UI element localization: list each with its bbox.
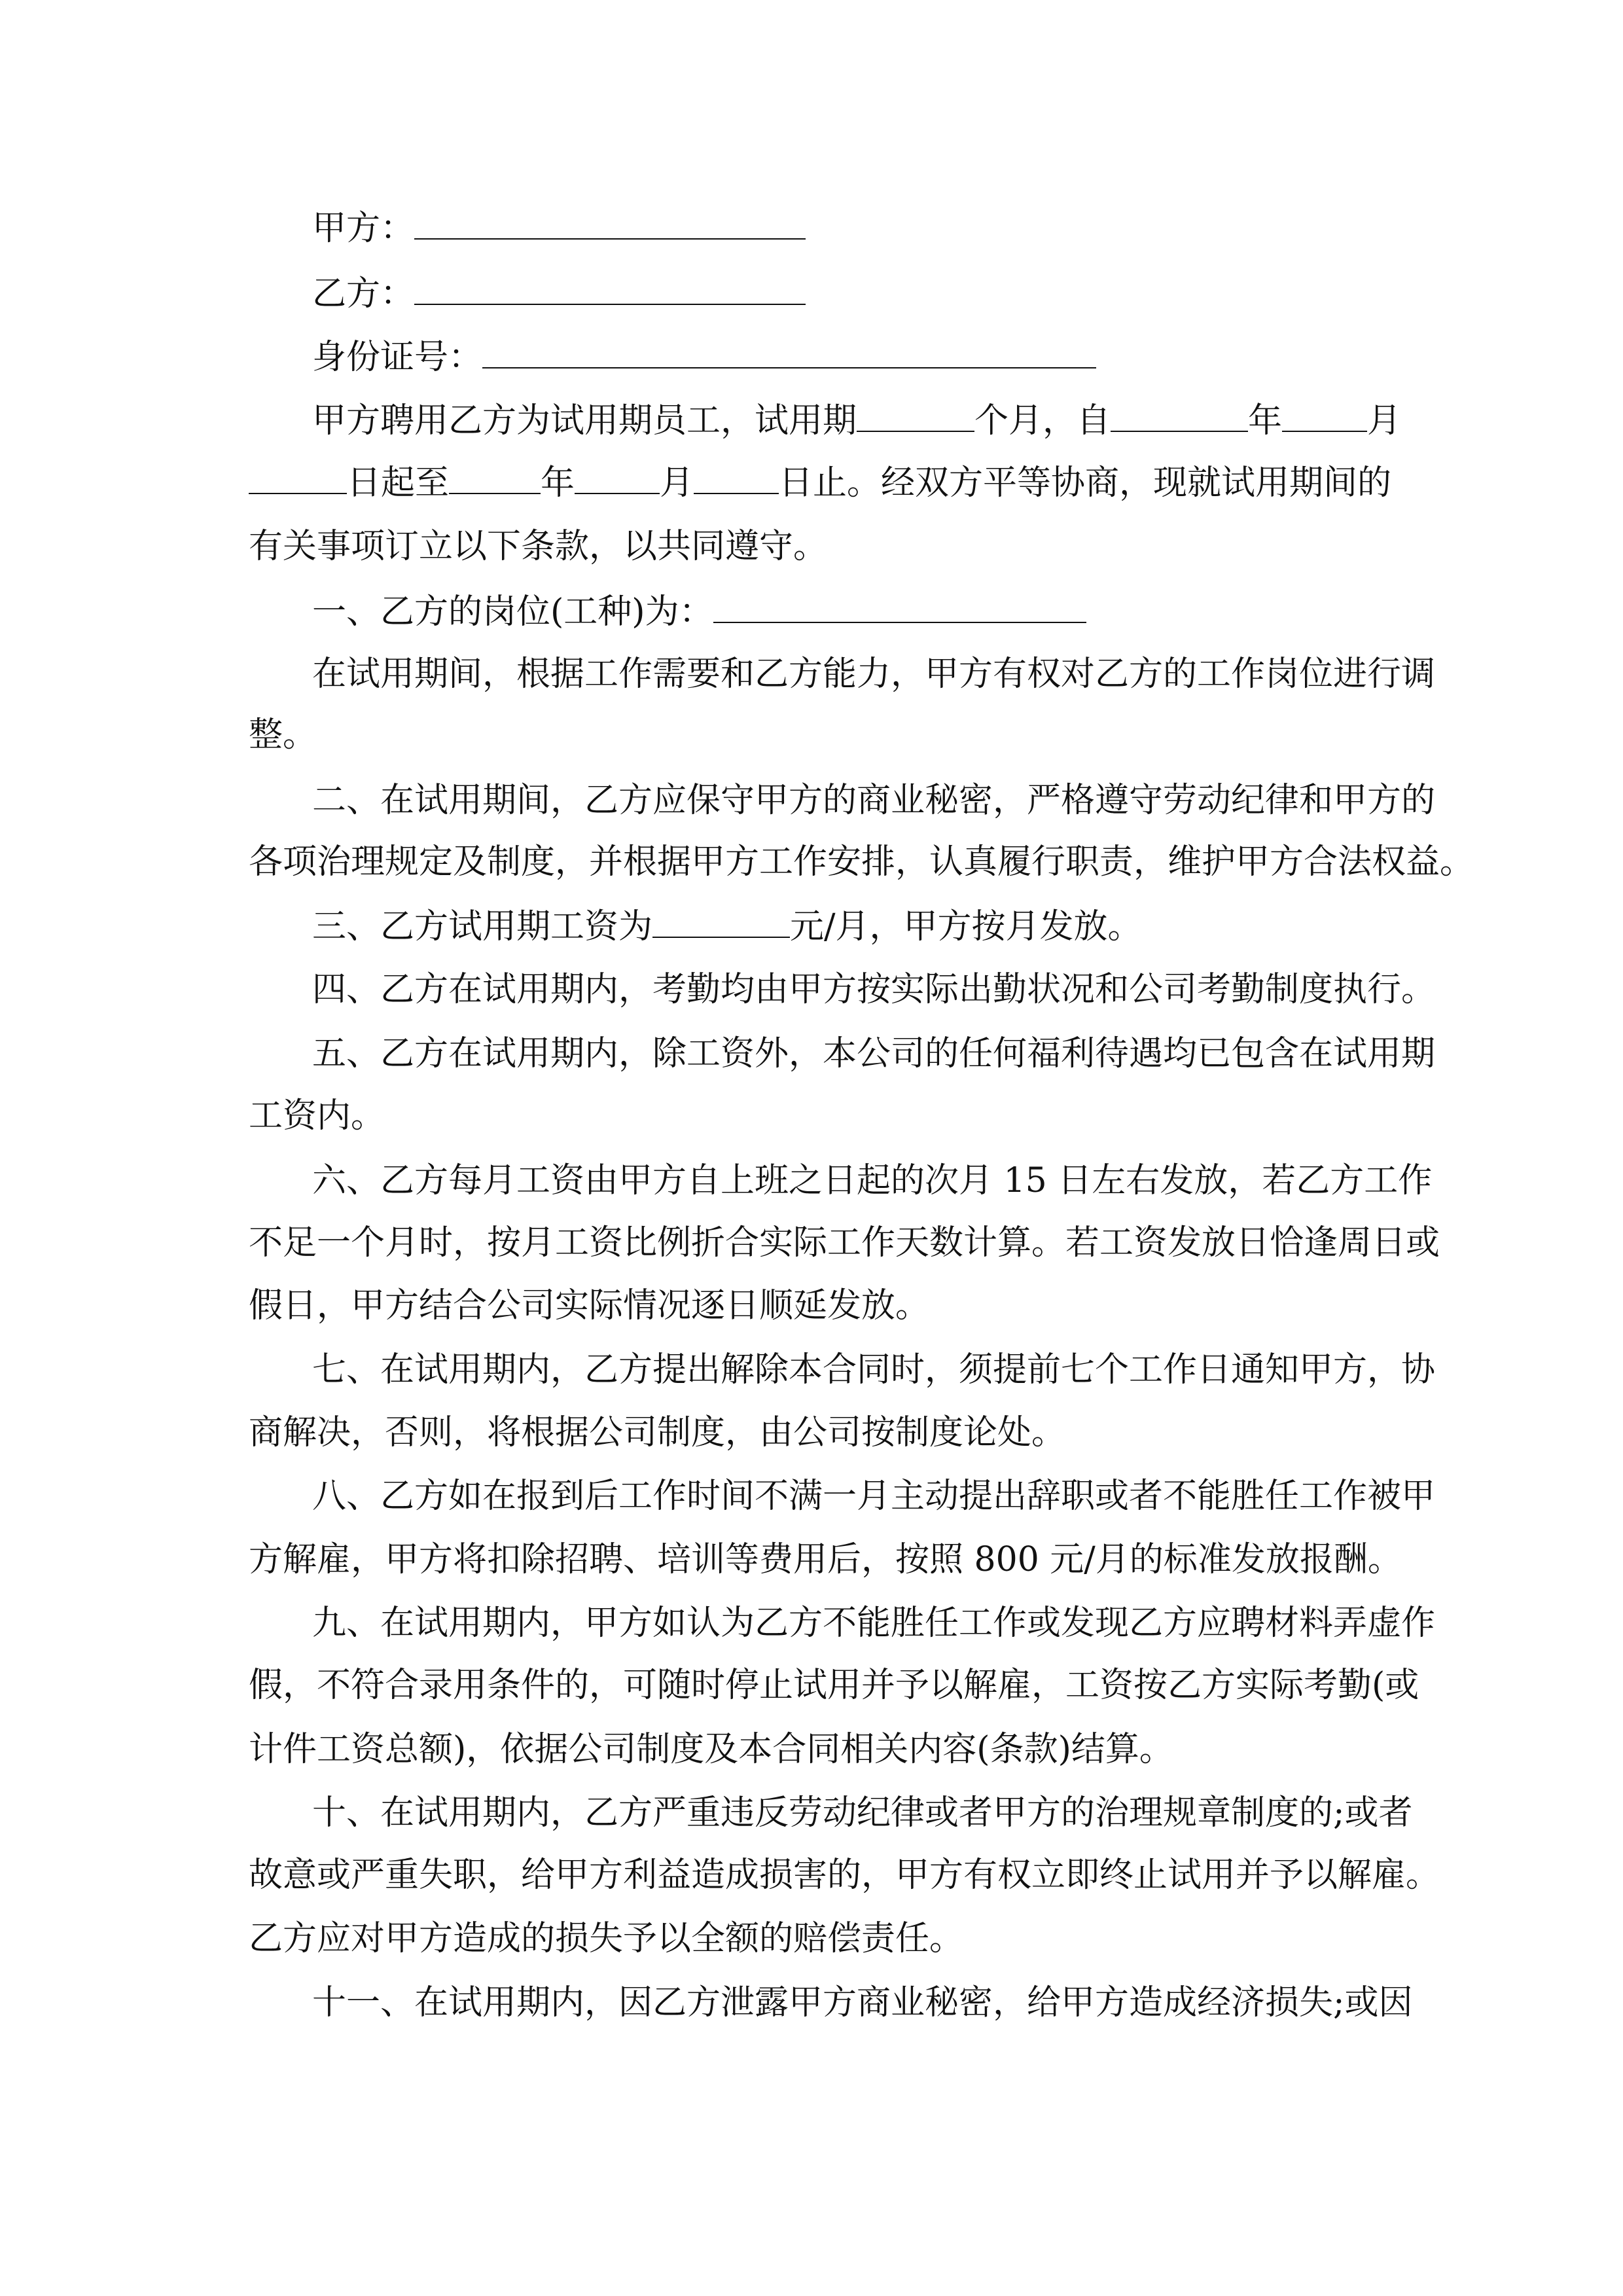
clause-5-line-2: 工资内。 <box>249 1096 385 1136</box>
clause-11-line-1: 十一、在试用期内，因乙方泄露甲方商业秘密，给甲方造成经济损失;或因 <box>312 1983 1413 2022</box>
clause-1-position-line <box>312 592 1086 631</box>
intro-text-7: 月 <box>660 463 694 503</box>
end-year-blank[interactable] <box>449 463 541 494</box>
party-a-label: 甲方： <box>312 209 415 248</box>
start-day-blank[interactable] <box>249 463 347 494</box>
clause-5-line-1: 五、乙方在试用期内，除工资外，本公司的任何福利待遇均已包含在试用期 <box>312 1034 1436 1073</box>
intro-text-3: 年 <box>1248 401 1283 440</box>
clause-1-label: 一、乙方的岗位(工种)为： <box>312 592 713 632</box>
clause-9-line-3: 计件工资总额)，依据公司制度及本合同相关内容(条款)结算。 <box>249 1730 1173 1769</box>
party-b-line <box>312 274 806 313</box>
clause-6-line-2: 不足一个月时，按月工资比例折合实际工作天数计算。若工资发放日恰逢周日或 <box>249 1223 1440 1263</box>
clause-4-line-1: 四、乙方在试用期内，考勤均由甲方按实际出勤状况和公司考勤制度执行。 <box>312 970 1436 1009</box>
id-number-label: 身份证号： <box>312 338 483 377</box>
intro-text-1: 甲方聘用乙方为试用期员工，试用期 <box>312 401 857 440</box>
clause-2-line-1: 二、在试用期间，乙方应保守甲方的商业秘密，严格遵守劳动纪律和甲方的 <box>312 781 1436 820</box>
start-month-blank[interactable] <box>1282 401 1367 432</box>
clause-6-line-1: 六、乙方每月工资由甲方自上班之日起的次月 15 日左右发放，若乙方工作 <box>312 1161 1433 1200</box>
intro-text-4: 月 <box>1367 401 1402 440</box>
clause-3-text-2: 元/月，甲方按月发放。 <box>790 907 1142 946</box>
clause-10-line-1: 十、在试用期内，乙方严重违反劳动纪律或者甲方的治理规章制度的;或者 <box>312 1793 1413 1833</box>
clause-8-line-1: 八、乙方如在报到后工作时间不满一月主动提出辞职或者不能胜任工作被甲 <box>312 1477 1436 1516</box>
clause-3-line <box>312 906 1142 946</box>
clause-10-line-2: 故意或严重失职，给甲方利益造成损害的，甲方有权立即终止试用并予以解雇。 <box>249 1856 1440 1895</box>
clause-6-line-3: 假日，甲方结合公司实际情况逐日顺延发放。 <box>249 1286 930 1325</box>
end-day-blank[interactable] <box>694 463 779 494</box>
party-b-blank[interactable] <box>414 274 806 305</box>
clause-2-line-2: 各项治理规定及制度，并根据甲方工作安排，认真履行职责，维护甲方合法权益。 <box>249 842 1474 882</box>
id-number-blank[interactable] <box>482 337 1096 368</box>
intro-line-1 <box>312 401 1401 440</box>
party-a-blank[interactable] <box>414 208 806 240</box>
clause-7-line-1: 七、在试用期内，乙方提出解除本合同时，须提前七个工作日通知甲方，协 <box>312 1350 1436 1390</box>
clause-8-line-2: 方解雇，甲方将扣除招聘、培训等费用后，按照 800 元/月的标准发放报酬。 <box>249 1540 1402 1579</box>
party-b-label: 乙方： <box>312 274 415 314</box>
intro-text-5: 日起至 <box>347 463 450 503</box>
salary-blank[interactable] <box>652 906 790 938</box>
probation-months-blank[interactable] <box>857 401 974 432</box>
intro-text-2: 个月，自 <box>974 401 1111 440</box>
end-month-blank[interactable] <box>575 463 660 494</box>
clause-3-text-1: 三、乙方试用期工资为 <box>312 907 653 946</box>
party-a-line <box>312 208 806 247</box>
start-year-blank[interactable] <box>1111 401 1248 432</box>
clause-1-line-2: 整。 <box>249 715 317 755</box>
clause-10-line-3: 乙方应对甲方造成的损失予以全额的赔偿责任。 <box>249 1919 964 1958</box>
clause-9-line-2: 假，不符合录用条件的，可随时停止试用并予以解雇，工资按乙方实际考勤(或 <box>249 1666 1419 1705</box>
clause-9-line-1: 九、在试用期内，甲方如认为乙方不能胜任工作或发现乙方应聘材料弄虚作 <box>312 1604 1436 1643</box>
intro-line-2 <box>249 463 1391 502</box>
clause-7-line-2: 商解决，否则，将根据公司制度，由公司按制度论处。 <box>249 1413 1066 1452</box>
intro-line-3: 有关事项订立以下条款，以共同遵守。 <box>249 527 828 566</box>
id-number-line <box>312 337 1096 376</box>
position-blank[interactable] <box>713 592 1086 623</box>
clause-1-line-1: 在试用期间，根据工作需要和乙方能力，甲方有权对乙方的工作岗位进行调 <box>312 655 1436 694</box>
intro-text-6: 年 <box>541 463 575 503</box>
intro-text-8: 日止。经双方平等协商，现就试用期间的 <box>779 463 1392 503</box>
